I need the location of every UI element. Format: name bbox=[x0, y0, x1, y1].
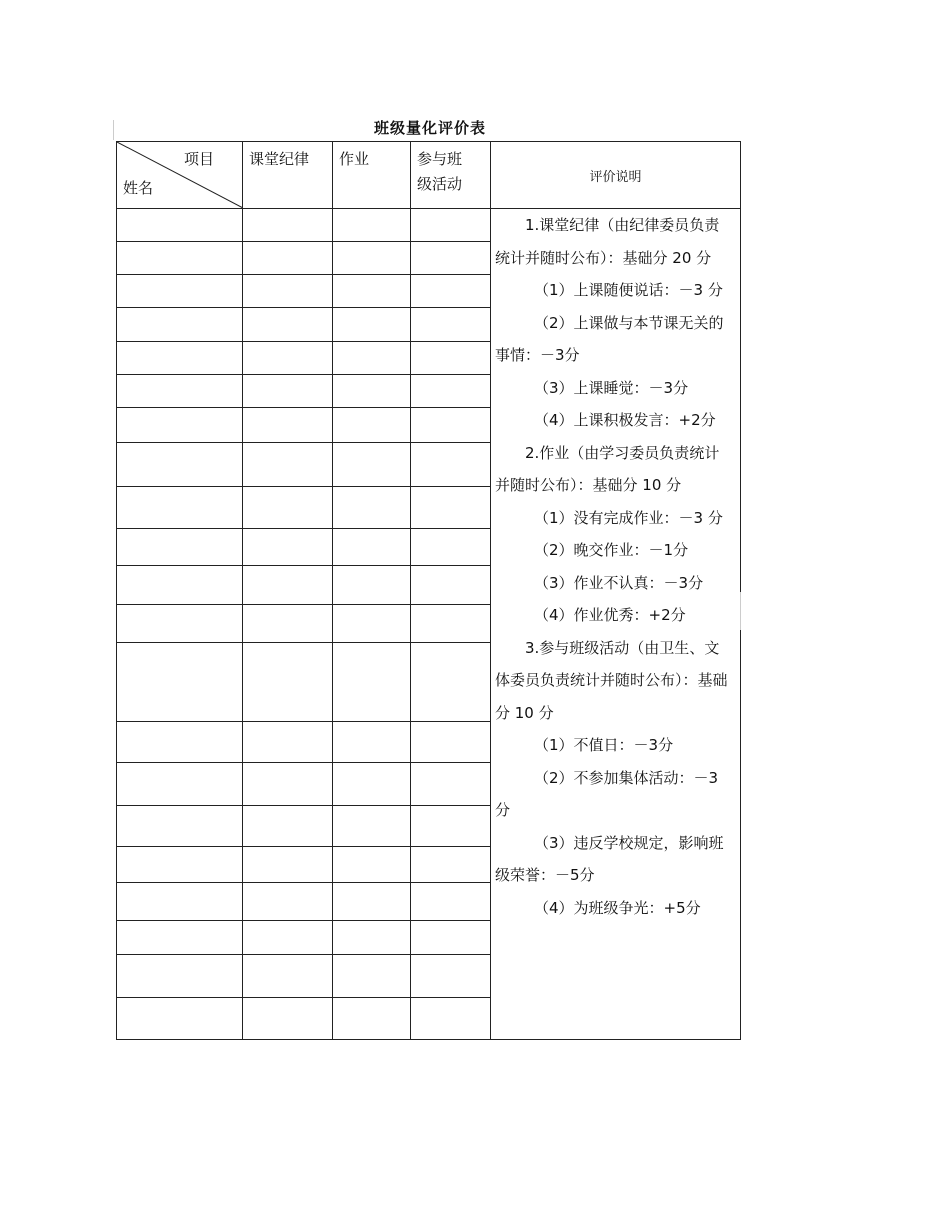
activity-score-cell[interactable] bbox=[411, 883, 491, 921]
name-cell[interactable] bbox=[117, 806, 243, 847]
rule-item: （2）上课做与本节课无关的事情：－3分 bbox=[495, 313, 724, 364]
name-cell[interactable] bbox=[117, 342, 243, 375]
name-cell[interactable] bbox=[117, 847, 243, 883]
rule-section: 2.作业（由学习委员负责统计并随时公布）：基础分 10 分 bbox=[495, 443, 720, 494]
name-cell[interactable] bbox=[117, 443, 243, 487]
table-row bbox=[117, 209, 741, 242]
rule-item: （1）不值日：－3分 bbox=[534, 736, 674, 754]
homework-score-cell[interactable] bbox=[333, 605, 411, 643]
activity-score-cell[interactable] bbox=[411, 605, 491, 643]
rule-section: 1.课堂纪律（由纪律委员负责统计并随时公布）：基础分 20 分 bbox=[495, 216, 720, 267]
rule-item: （3）违反学校规定，影响班级荣誉：－5分 bbox=[495, 833, 724, 884]
scan-mark bbox=[113, 120, 114, 140]
discipline-score-cell[interactable] bbox=[243, 566, 333, 605]
name-cell[interactable] bbox=[117, 242, 243, 275]
discipline-score-cell[interactable] bbox=[243, 806, 333, 847]
homework-score-cell[interactable] bbox=[333, 763, 411, 806]
discipline-score-cell[interactable] bbox=[243, 955, 333, 998]
discipline-score-cell[interactable] bbox=[243, 605, 333, 643]
activity-score-cell[interactable] bbox=[411, 643, 491, 722]
column-header-activities: 参与班级活动 bbox=[411, 142, 491, 209]
name-cell[interactable] bbox=[117, 955, 243, 998]
activity-score-cell[interactable] bbox=[411, 487, 491, 529]
homework-score-cell[interactable] bbox=[333, 275, 411, 308]
homework-score-cell[interactable] bbox=[333, 998, 411, 1040]
discipline-score-cell[interactable] bbox=[243, 921, 333, 955]
discipline-score-cell[interactable] bbox=[243, 275, 333, 308]
evaluation-description bbox=[491, 209, 741, 1040]
rule-item: （2）晚交作业：－1分 bbox=[534, 541, 689, 559]
name-cell[interactable] bbox=[117, 883, 243, 921]
activity-score-cell[interactable] bbox=[411, 342, 491, 375]
homework-score-cell[interactable] bbox=[333, 847, 411, 883]
column-header-description: 评价说明 bbox=[491, 142, 741, 209]
homework-score-cell[interactable] bbox=[333, 342, 411, 375]
name-cell[interactable] bbox=[117, 487, 243, 529]
page-title: 班级量化评价表 bbox=[373, 119, 486, 137]
activity-score-cell[interactable] bbox=[411, 242, 491, 275]
name-cell[interactable] bbox=[117, 998, 243, 1040]
rule-item: （1）没有完成作业：－3 分 bbox=[534, 508, 723, 527]
name-cell[interactable] bbox=[117, 605, 243, 643]
activity-score-cell[interactable] bbox=[411, 955, 491, 998]
discipline-score-cell[interactable] bbox=[243, 408, 333, 443]
homework-score-cell[interactable] bbox=[333, 955, 411, 998]
homework-score-cell[interactable] bbox=[333, 209, 411, 242]
homework-score-cell[interactable] bbox=[333, 722, 411, 763]
discipline-score-cell[interactable] bbox=[243, 487, 333, 529]
rule-item: （4）为班级争光：+5分 bbox=[534, 898, 701, 917]
name-cell[interactable] bbox=[117, 643, 243, 722]
item-label: 项目 bbox=[183, 150, 214, 168]
discipline-score-cell[interactable] bbox=[243, 375, 333, 408]
rule-item: （3）上课睡觉：－3分 bbox=[534, 378, 689, 397]
scan-mark bbox=[740, 592, 741, 630]
discipline-score-cell[interactable] bbox=[243, 529, 333, 566]
activity-score-cell[interactable] bbox=[411, 308, 491, 342]
name-label: 姓名 bbox=[123, 179, 154, 197]
discipline-score-cell[interactable] bbox=[243, 209, 333, 242]
evaluation-table bbox=[116, 141, 741, 1040]
discipline-score-cell[interactable] bbox=[243, 847, 333, 883]
homework-score-cell[interactable] bbox=[333, 487, 411, 529]
discipline-score-cell[interactable] bbox=[243, 722, 333, 763]
activity-score-cell[interactable] bbox=[411, 806, 491, 847]
name-cell[interactable] bbox=[117, 529, 243, 566]
column-header-discipline: 课堂纪律 bbox=[243, 142, 333, 209]
name-cell[interactable] bbox=[117, 722, 243, 763]
activity-score-cell[interactable] bbox=[411, 375, 491, 408]
diagonal-header-cell bbox=[117, 142, 243, 209]
evaluation-form bbox=[116, 141, 740, 1085]
rule-section: 3.参与班级活动（由卫生、文体委员负责统计并随时公布）：基础分 10 分 bbox=[495, 638, 728, 722]
homework-score-cell[interactable] bbox=[333, 883, 411, 921]
homework-score-cell[interactable] bbox=[333, 566, 411, 605]
homework-score-cell[interactable] bbox=[333, 443, 411, 487]
rule-item: （4）作业优秀：+2分 bbox=[534, 606, 686, 624]
column-header-homework: 作业 bbox=[333, 142, 411, 209]
rule-item: （2）不参加集体活动：－3 分 bbox=[495, 768, 719, 819]
discipline-score-cell[interactable] bbox=[243, 443, 333, 487]
activity-score-cell[interactable] bbox=[411, 763, 491, 806]
rule-item: （4）上课积极发言：+2分 bbox=[534, 411, 716, 429]
activity-score-cell[interactable] bbox=[411, 722, 491, 763]
name-cell[interactable] bbox=[117, 375, 243, 408]
name-cell[interactable] bbox=[117, 763, 243, 806]
activity-score-cell[interactable] bbox=[411, 275, 491, 308]
activity-score-cell[interactable] bbox=[411, 209, 491, 242]
homework-score-cell[interactable] bbox=[333, 921, 411, 955]
name-cell[interactable] bbox=[117, 921, 243, 955]
name-cell[interactable] bbox=[117, 566, 243, 605]
homework-score-cell[interactable] bbox=[333, 529, 411, 566]
homework-score-cell[interactable] bbox=[333, 242, 411, 275]
activity-score-cell[interactable] bbox=[411, 847, 491, 883]
header-row bbox=[117, 142, 741, 209]
discipline-score-cell[interactable] bbox=[243, 998, 333, 1040]
discipline-score-cell[interactable] bbox=[243, 242, 333, 275]
rule-item: （1）上课随便说话：－3 分 bbox=[534, 281, 723, 299]
homework-score-cell[interactable] bbox=[333, 643, 411, 722]
discipline-score-cell[interactable] bbox=[243, 308, 333, 342]
activity-score-cell[interactable] bbox=[411, 566, 491, 605]
rule-item: （3）作业不认真：－3分 bbox=[534, 573, 704, 592]
name-cell[interactable] bbox=[117, 275, 243, 308]
name-cell[interactable] bbox=[117, 408, 243, 443]
diagonal-line bbox=[117, 142, 243, 208]
homework-score-cell[interactable] bbox=[333, 408, 411, 443]
activity-score-cell[interactable] bbox=[411, 921, 491, 955]
discipline-score-cell[interactable] bbox=[243, 342, 333, 375]
discipline-score-cell[interactable] bbox=[243, 763, 333, 806]
homework-score-cell[interactable] bbox=[333, 375, 411, 408]
name-cell[interactable] bbox=[117, 308, 243, 342]
name-cell[interactable] bbox=[117, 209, 243, 242]
activity-score-cell[interactable] bbox=[411, 443, 491, 487]
activity-score-cell[interactable] bbox=[411, 408, 491, 443]
discipline-score-cell[interactable] bbox=[243, 643, 333, 722]
activity-score-cell[interactable] bbox=[411, 529, 491, 566]
discipline-score-cell[interactable] bbox=[243, 883, 333, 921]
homework-score-cell[interactable] bbox=[333, 806, 411, 847]
activity-score-cell[interactable] bbox=[411, 998, 491, 1040]
homework-score-cell[interactable] bbox=[333, 308, 411, 342]
